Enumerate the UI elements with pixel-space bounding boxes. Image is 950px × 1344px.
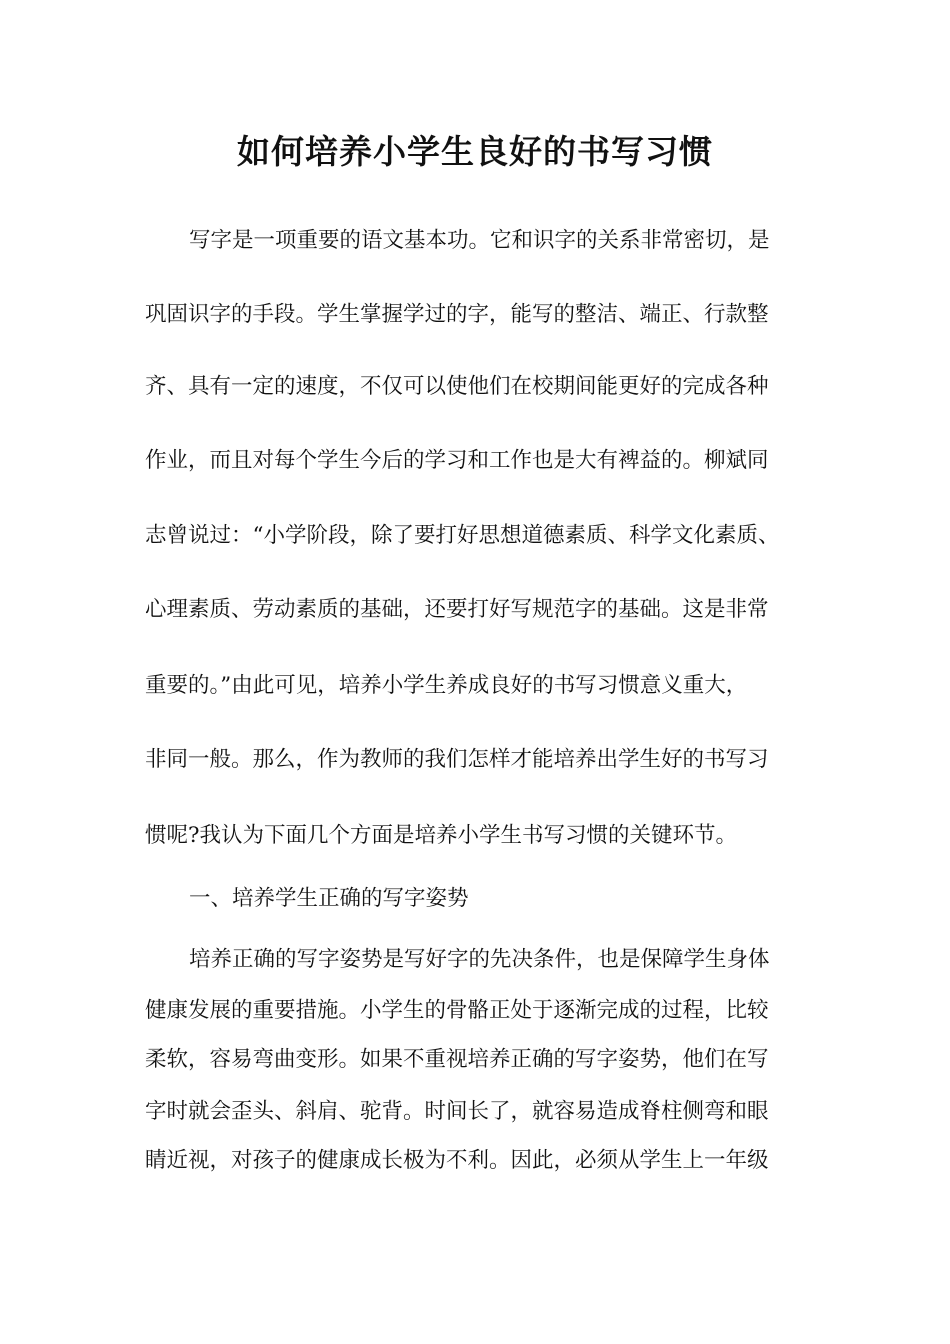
section-heading: 一、培养学生正确的写字姿势 [189,886,469,911]
paragraph-line: 非同一般。那么，作为教师的我们怎样才能培养出学生好的书写习 [145,747,769,772]
paragraph-line: 巩固识字的手段。学生掌握学过的字，能写的整洁、端正、行款整 [145,302,769,327]
document-title: 如何培养小学生良好的书写习惯 [237,132,713,171]
paragraph-line: 齐、具有一定的速度，不仅可以使他们在校期间能更好的完成各种 [145,374,769,399]
paragraph-line: 柔软，容易弯曲变形。如果不重视培养正确的写字姿势，他们在写 [145,1047,769,1072]
paragraph-line: 志曾说过：“小学阶段，除了要打好思想道德素质、科学文化素质、 [145,523,780,548]
paragraph-line: 心理素质、劳动素质的基础，还要打好写规范字的基础。这是非常 [145,597,769,622]
paragraph-line: 惯呢?我认为下面几个方面是培养小学生书写习惯的关键环节。 [145,823,738,848]
paragraph-line: 培养正确的写字姿势是写好字的先决条件，也是保障学生身体 [189,947,770,972]
paragraph-line: 睛近视，对孩子的健康成长极为不利。因此，必须从学生上一年级 [145,1148,769,1173]
paragraph-line: 作业，而且对每个学生今后的学习和工作也是大有裨益的。柳斌同 [145,448,769,473]
paragraph-line: 写字是一项重要的语文基本功。它和识字的关系非常密切，是 [189,228,770,253]
paragraph-line: 重要的。”由此可见，培养小学生养成良好的书写习惯意义重大， [145,673,748,698]
paragraph-line: 健康发展的重要措施。小学生的骨骼正处于逐渐完成的过程，比较 [145,998,769,1023]
paragraph-line: 字时就会歪头、斜肩、驼背。时间长了，就容易造成脊柱侧弯和眼 [145,1099,769,1124]
